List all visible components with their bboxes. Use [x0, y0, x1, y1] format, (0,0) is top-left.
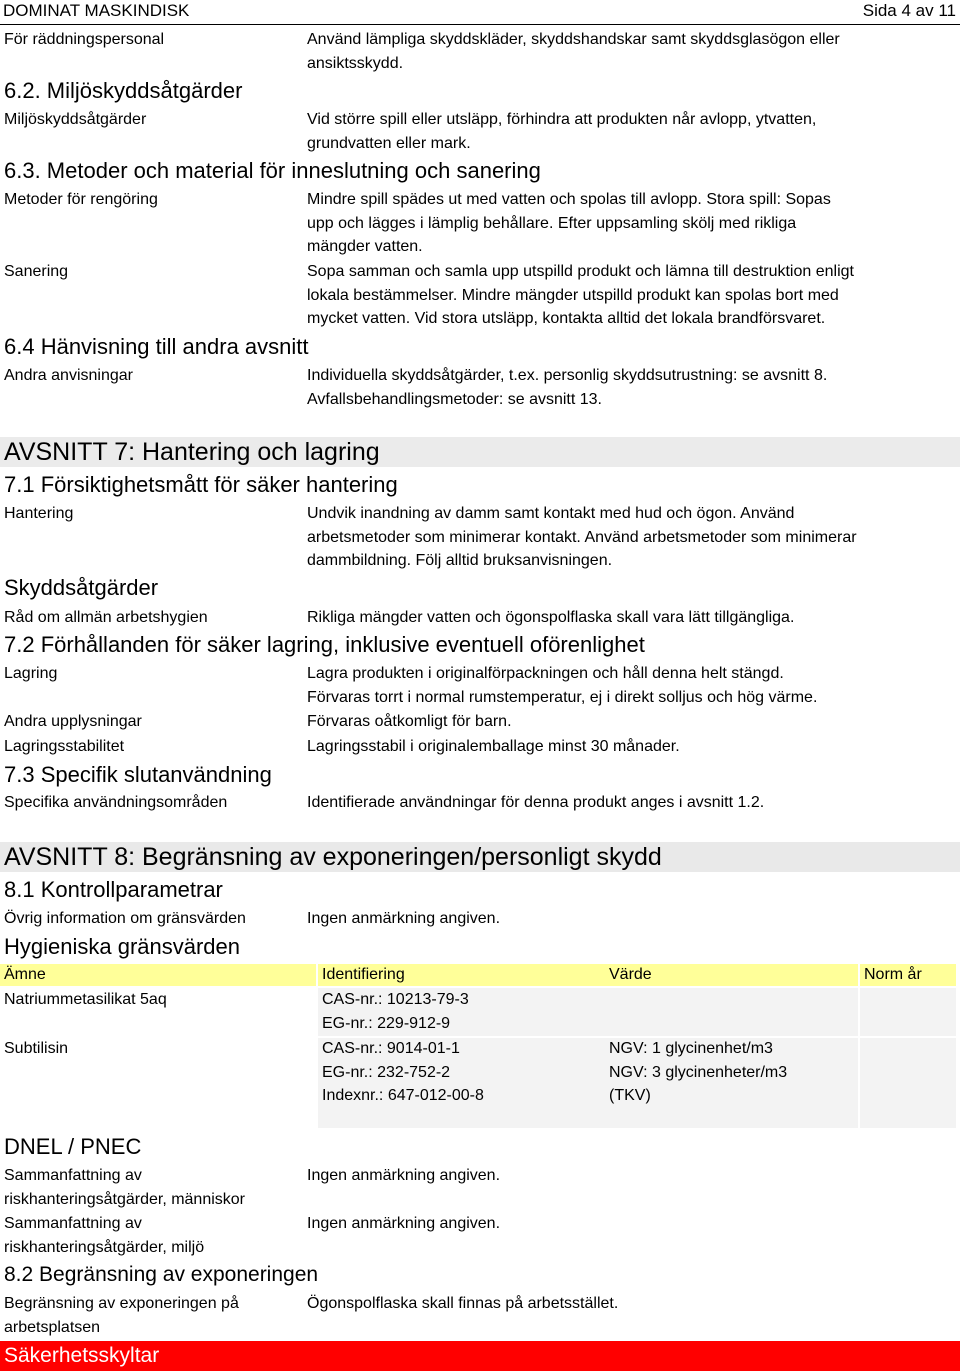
- cleaning-methods-value: [307, 188, 947, 259]
- label-line: arbetsplatsen: [4, 1318, 101, 1336]
- cleaning-methods-label: Metoder för rengöring: [4, 191, 158, 208]
- other-instructions-label: Andra anvisningar: [4, 367, 133, 384]
- table-header-substance: Ämne: [0, 964, 316, 986]
- environmental-value: [307, 108, 947, 155]
- value-line: Mindre spill spädes ut med vatten och spolas till avlopp. Stora spill: Sopas: [307, 191, 831, 208]
- storage-value: [307, 662, 947, 709]
- sanitation-label: Sanering: [4, 263, 69, 280]
- id-line: EG-nr.: 232-752-2: [322, 1063, 451, 1081]
- heading-6-4: 6.4 Hänvisning till andra avsnitt: [4, 334, 309, 359]
- section-8-title: AVSNITT 8: Begränsning av exponeringen/personligt skydd: [0, 842, 960, 872]
- value-line: Vid större spill eller utsläpp, förhindra att produkten når avlopp, ytvatten,: [307, 111, 817, 128]
- table-cell-bg: [860, 988, 956, 1036]
- table-header-value: Värde: [605, 964, 858, 986]
- table-row-2-ids: [322, 1037, 484, 1108]
- handling-value: [307, 502, 947, 573]
- other-info-label: Andra upplysningar: [4, 713, 142, 730]
- value-line: arbetsmetoder som minimerar kontakt. Använd arbetsmetoder som minimerar: [307, 528, 857, 546]
- page-number: Sida 4 av 11: [862, 1, 956, 20]
- heading-8-2: 8.2 Begränsning av exponeringen: [4, 1263, 319, 1286]
- hygiene-advice-value: Rikliga mängder vatten och ögonspolflaska skall vara lätt tillgängliga.: [307, 609, 795, 626]
- label-line: Sammanfattning av: [4, 1167, 142, 1184]
- rescue-personnel-label: För räddningspersonal: [4, 31, 165, 48]
- sanitation-value: [307, 260, 947, 331]
- value-line: (TKV): [609, 1087, 651, 1104]
- id-line: EG-nr.: 229-912-9: [322, 1014, 451, 1032]
- id-line: CAS-nr.: 9014-01-1: [322, 1040, 460, 1057]
- hygiene-advice-label: Råd om allmän arbetshygien: [4, 609, 208, 626]
- value-line: NGV: 3 glycinenheter/m3: [609, 1063, 788, 1081]
- table-header-norm-year: Norm år: [860, 964, 956, 986]
- value-line: Undvik inandning av damm samt kontakt med hud och ögon. Använd: [307, 505, 795, 522]
- storage-stability-value: Lagringsstabil i originalemballage minst 30 månader.: [307, 738, 680, 755]
- heading-7-1: 7.1 Försiktighetsmått för säker hantering: [4, 472, 398, 497]
- environment-risk-value: Ingen anmärkning angiven.: [307, 1215, 501, 1232]
- value-line: grundvatten eller mark.: [307, 134, 471, 152]
- environment-risk-label: [4, 1212, 204, 1259]
- other-info-value: Förvaras oåtkomligt för barn.: [307, 713, 512, 730]
- value-line: mängder vatten.: [307, 238, 423, 255]
- workplace-exposure-label: [4, 1292, 239, 1339]
- workplace-exposure-value: Ögonspolflaska skall finnas på arbetsstället.: [307, 1295, 619, 1312]
- value-line: NGV: 1 glycinenhet/m3: [609, 1040, 773, 1057]
- value-line: upp och lägges i lämplig behållare. Efter uppsamling skölj med rikliga: [307, 214, 797, 232]
- id-line: CAS-nr.: 10213-79-3: [322, 991, 469, 1008]
- rescue-personnel-value: [307, 28, 947, 75]
- table-row-1-substance: Natriummetasilikat 5aq: [4, 991, 167, 1008]
- id-line: Indexnr.: 647-012-00-8: [322, 1087, 484, 1104]
- table-header-identification: Identifiering: [318, 964, 606, 986]
- limit-info-label: Övrig information om gränsvärden: [4, 910, 246, 927]
- hygiene-limits-heading: Hygieniska gränsvärden: [4, 934, 241, 959]
- human-risk-label: [4, 1164, 245, 1211]
- table-cell-bg: [860, 1038, 956, 1128]
- value-line: ansiktsskydd.: [307, 54, 404, 72]
- table-row-2-substance: Subtilisin: [4, 1040, 69, 1057]
- heading-7-3: 7.3 Specifik slutanvändning: [4, 762, 272, 787]
- value-line: lokala bestämmelser. Mindre mängder utspilld produkt kan spolas bort med: [307, 286, 839, 304]
- value-line: Avfallsbehandlingsmetoder: se avsnitt 13.: [307, 390, 602, 408]
- page-header: [0, 0, 960, 25]
- environmental-label: Miljöskyddsåtgärder: [4, 111, 147, 128]
- safety-signs-bar: [0, 1341, 960, 1371]
- table-row-2-values: [609, 1037, 787, 1108]
- dnel-pnec-heading: DNEL / PNEC: [4, 1134, 142, 1159]
- handling-label: Hantering: [4, 505, 74, 522]
- safety-signs-heading: Säkerhetsskyltar: [4, 1344, 160, 1367]
- section-7-title: AVSNITT 7: Hantering och lagring: [0, 437, 960, 467]
- label-line: Begränsning av exponeringen på: [4, 1295, 239, 1312]
- value-line: Individuella skyddsåtgärder, t.ex. personlig skyddsutrustning: se avsnitt 8.: [307, 367, 828, 384]
- specific-use-value: Identifierade användningar för denna produkt anges i avsnitt 1.2.: [307, 794, 765, 811]
- human-risk-value: Ingen anmärkning angiven.: [307, 1167, 501, 1184]
- value-line: Förvaras torrt i normal rumstemperatur, ej i direkt solljus och hög värme.: [307, 688, 818, 706]
- value-line: dammbildning. Följ alltid bruksanvisningen.: [307, 552, 613, 569]
- value-line: Använd lämpliga skyddskläder, skyddshandskar samt skyddsglasögon eller: [307, 31, 840, 48]
- protective-measures-heading: Skyddsåtgärder: [4, 575, 159, 600]
- label-line: Sammanfattning av: [4, 1215, 142, 1232]
- heading-8-1: 8.1 Kontrollparametrar: [4, 877, 223, 902]
- storage-stability-label: Lagringsstabilitet: [4, 738, 125, 755]
- value-line: mycket vatten. Vid stora utsläpp, kontakta alltid det lokala brandförsvaret.: [307, 310, 826, 327]
- value-line: Lagra produkten i originalförpackningen och håll denna helt stängd.: [307, 665, 784, 682]
- heading-7-2: 7.2 Förhållanden för säker lagring, inklusive eventuell oförenlighet: [4, 632, 645, 657]
- heading-6-2: 6.2. Miljöskyddsåtgärder: [4, 78, 243, 103]
- limit-info-value: Ingen anmärkning angiven.: [307, 910, 501, 927]
- storage-label: Lagring: [4, 665, 58, 682]
- other-instructions-value: [307, 364, 947, 411]
- table-cell-bg: [605, 988, 858, 1036]
- value-line: Sopa samman och samla upp utspilld produkt och lämna till destruktion enligt: [307, 263, 854, 280]
- document-title: DOMINAT MASKINDISK: [3, 1, 190, 20]
- table-row-1-ids: [322, 988, 469, 1035]
- label-line: riskhanteringsåtgärder, människor: [4, 1190, 246, 1208]
- heading-6-3: 6.3. Metoder och material för inneslutning och sanering: [4, 158, 541, 183]
- specific-use-label: Specifika användningsområden: [4, 794, 228, 811]
- label-line: riskhanteringsåtgärder, miljö: [4, 1238, 205, 1256]
